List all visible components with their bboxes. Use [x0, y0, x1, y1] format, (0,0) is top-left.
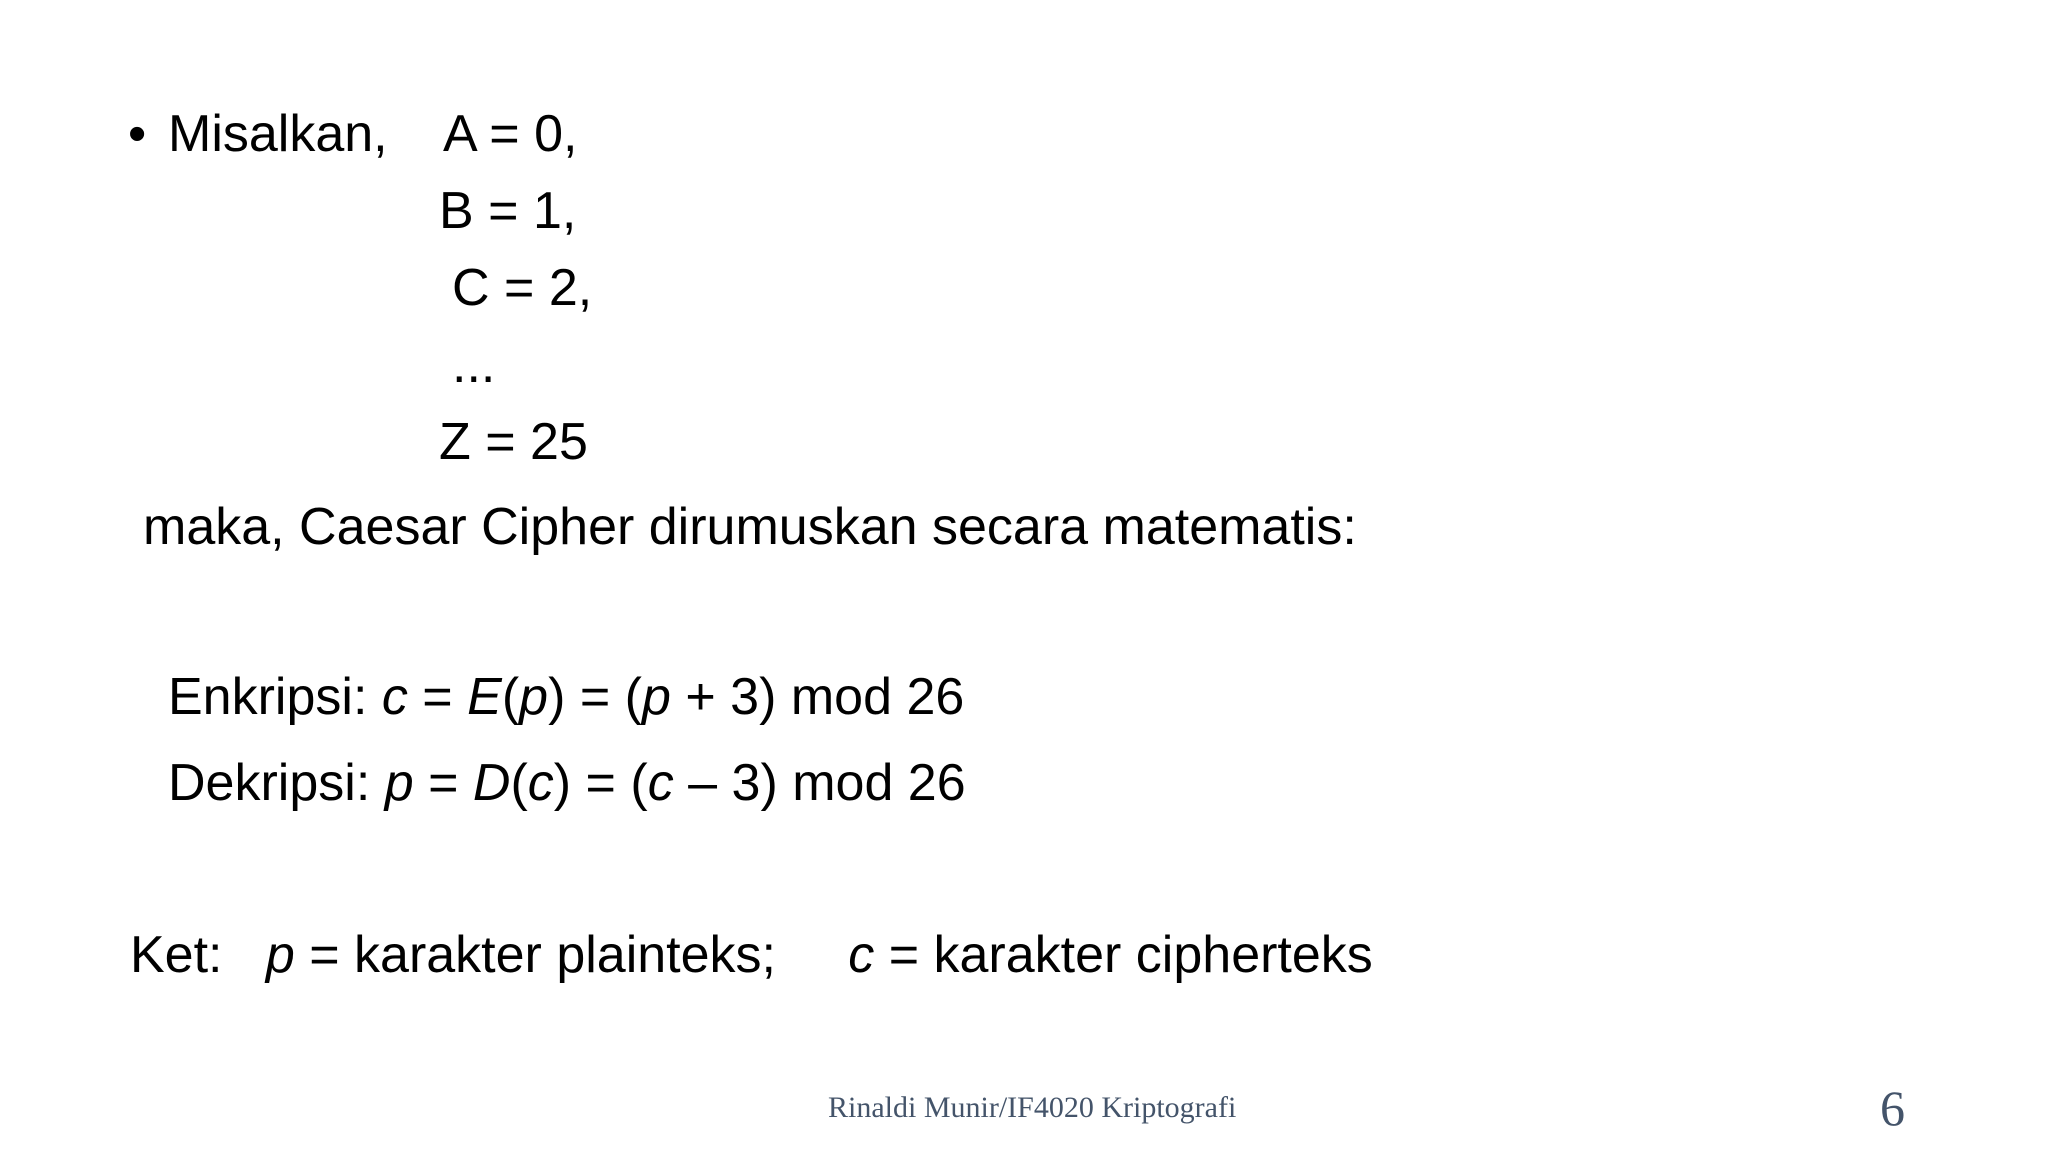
enc-var-c: c [381, 668, 408, 726]
dec-paren-open: ( [510, 754, 528, 812]
enc-var-p2: p [641, 668, 671, 726]
dec-func-d: D [472, 754, 511, 812]
dec-eq: = [413, 754, 473, 812]
note-var-p: p [265, 926, 295, 984]
encryption-formula [168, 667, 964, 727]
enc-paren-open: ( [501, 668, 520, 726]
enc-func-e: E [467, 668, 502, 726]
encryption-label: Enkripsi: [168, 668, 368, 726]
dec-var-c2: c [647, 754, 674, 812]
note-c-desc: = karakter cipherteks [874, 926, 1373, 984]
decryption-label: Dekripsi: [168, 754, 371, 812]
dec-var-c: c [527, 754, 554, 812]
mapping-line-b: B = 1, [439, 182, 577, 240]
mapping-line-a: A = 0, [443, 105, 578, 163]
intro-label: Misalkan, [168, 105, 388, 163]
enc-paren-close: ) = ( [548, 668, 642, 726]
dec-var-p: p [384, 754, 414, 812]
enc-eq: = [407, 668, 468, 726]
mapping-line-ellipsis: ... [452, 336, 496, 394]
dec-rest: – 3) mod 26 [673, 754, 966, 812]
page-number: 6 [1880, 1080, 1905, 1136]
note-label: Ket: [130, 926, 223, 984]
dec-paren-close: ) = ( [553, 754, 648, 812]
enc-var-p: p [519, 668, 549, 726]
note-var-c: c [848, 926, 875, 984]
note-p-desc: = karakter plainteks; [294, 926, 776, 984]
mapping-line-z: Z = 25 [439, 413, 588, 471]
footer-credit: Rinaldi Munir/IF4020 Kriptografi [828, 1091, 1237, 1124]
mapping-line-c: C = 2, [452, 259, 593, 317]
bullet-dot: • [128, 105, 147, 163]
decryption-formula [168, 753, 966, 813]
enc-rest: + 3) mod 26 [670, 668, 965, 726]
statement-text: maka, Caesar Cipher dirumuskan secara matematis: [143, 498, 1357, 556]
note-line [130, 925, 1373, 985]
